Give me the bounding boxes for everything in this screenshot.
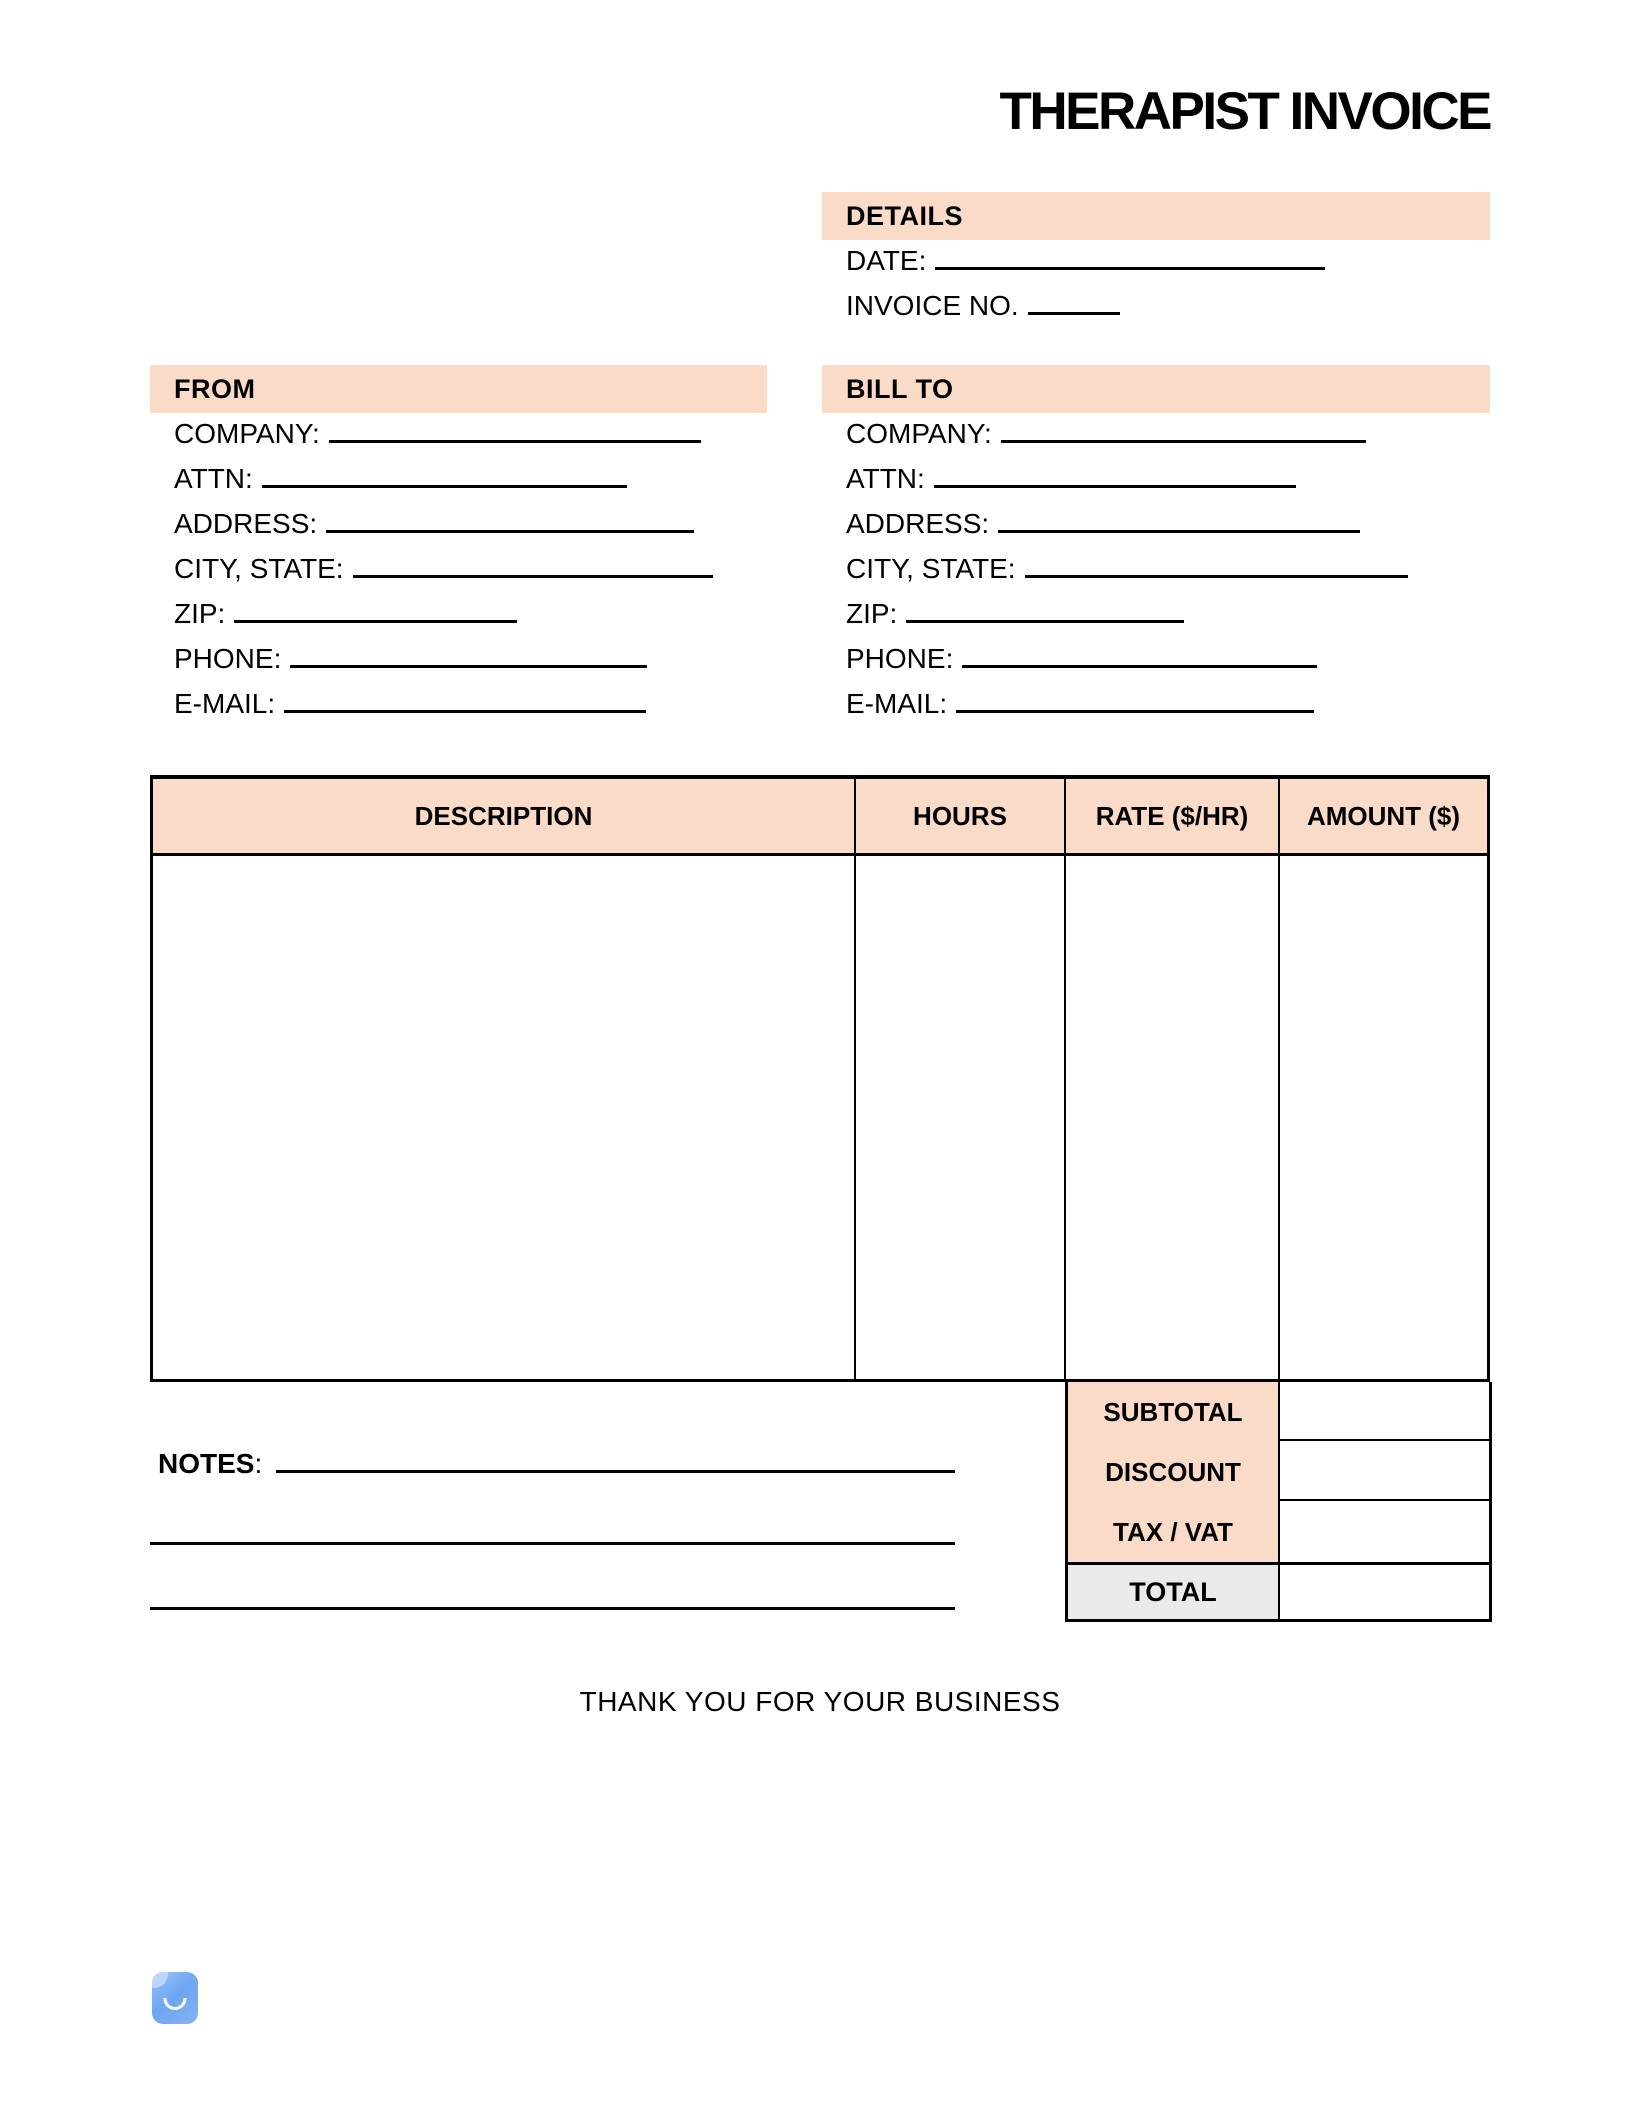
bill-to-zip-input-line[interactable]	[906, 593, 1184, 623]
bill-to-city-state-label: CITY, STATE:	[846, 553, 1016, 584]
from-email-input-line[interactable]	[284, 683, 646, 713]
notes-colon: :	[254, 1448, 263, 1479]
from-header: FROM	[150, 365, 767, 413]
total-value-cell[interactable]	[1280, 1562, 1489, 1619]
bill-to-phone-label: PHONE:	[846, 643, 954, 674]
from-attn-field	[150, 458, 767, 503]
from-phone-label: PHONE:	[174, 643, 282, 674]
bill-to-address-field	[822, 503, 1490, 548]
bill-to-city-state-input-line[interactable]	[1025, 548, 1408, 578]
from-phone-field	[150, 638, 767, 683]
date-input-line[interactable]	[935, 240, 1325, 270]
from-city-state-label: CITY, STATE:	[174, 553, 344, 584]
bill-to-attn-field	[822, 458, 1490, 503]
invoice-no-label: INVOICE NO.	[846, 290, 1019, 321]
col-header-amount: AMOUNT ($)	[1280, 779, 1487, 856]
notes-input-line-2[interactable]	[150, 1542, 955, 1545]
bill-to-address-label: ADDRESS:	[846, 508, 990, 539]
bill-to-section	[822, 365, 1490, 728]
from-address-field	[150, 503, 767, 548]
subtotal-label: SUBTOTAL	[1103, 1396, 1243, 1427]
from-address-input-line[interactable]	[326, 503, 694, 533]
notes-field	[150, 1443, 955, 1480]
bill-to-zip-label: ZIP:	[846, 598, 898, 629]
summary-table	[1065, 1382, 1492, 1622]
bill-to-email-input-line[interactable]	[956, 683, 1314, 713]
col-header-rate: RATE ($/HR)	[1066, 779, 1280, 856]
bill-to-company-input-line[interactable]	[1001, 413, 1366, 443]
bill-to-company-label: COMPANY:	[846, 418, 992, 449]
total-label: TOTAL	[1068, 1562, 1280, 1619]
tax-vat-label: TAX / VAT	[1113, 1516, 1233, 1547]
from-address-label: ADDRESS:	[174, 508, 318, 539]
notes-label: NOTES	[158, 1448, 255, 1479]
from-company-input-line[interactable]	[329, 413, 701, 443]
tax-vat-value-cell[interactable]	[1280, 1501, 1489, 1562]
notes-input-line-3[interactable]	[150, 1607, 955, 1610]
from-zip-input-line[interactable]	[234, 593, 517, 623]
bill-to-phone-field	[822, 638, 1490, 683]
rate-cell[interactable]	[1066, 856, 1280, 1379]
from-city-state-field	[150, 548, 767, 593]
bill-to-attn-input-line[interactable]	[934, 458, 1296, 488]
hours-cell[interactable]	[856, 856, 1066, 1379]
items-table	[150, 775, 1490, 1382]
bill-to-attn-label: ATTN:	[846, 463, 925, 494]
notes-input-line-1[interactable]	[276, 1443, 955, 1473]
thank-you-message: THANK YOU FOR YOUR BUSINESS	[579, 1686, 1061, 1717]
invoice-no-input-line[interactable]	[1028, 285, 1120, 315]
from-email-field	[150, 683, 767, 728]
col-header-hours: HOURS	[856, 779, 1066, 856]
bill-to-address-input-line[interactable]	[998, 503, 1360, 533]
amount-cell[interactable]	[1280, 856, 1487, 1379]
from-attn-label: ATTN:	[174, 463, 253, 494]
date-label: DATE:	[846, 245, 927, 276]
page-title: THERAPIST INVOICE	[999, 82, 1490, 141]
from-company-field	[150, 413, 767, 458]
from-zip-label: ZIP:	[174, 598, 226, 629]
smiling-document-logo	[152, 1972, 198, 2024]
from-company-label: COMPANY:	[174, 418, 320, 449]
date-field	[822, 240, 1490, 285]
col-header-description: DESCRIPTION	[153, 779, 856, 856]
details-section	[822, 192, 1490, 330]
bill-to-phone-input-line[interactable]	[962, 638, 1317, 668]
bill-to-header: BILL TO	[822, 365, 1490, 413]
from-email-label: E-MAIL:	[174, 688, 276, 719]
details-header: DETAILS	[822, 192, 1490, 240]
from-phone-input-line[interactable]	[290, 638, 647, 668]
from-section	[150, 365, 767, 728]
description-cell[interactable]	[153, 856, 856, 1379]
smile-icon	[164, 1998, 187, 2010]
bill-to-email-label: E-MAIL:	[846, 688, 948, 719]
summary-label-block	[1068, 1382, 1280, 1562]
from-zip-field	[150, 593, 767, 638]
invoice-no-field	[822, 285, 1490, 330]
bill-to-city-state-field	[822, 548, 1490, 593]
from-attn-input-line[interactable]	[262, 458, 627, 488]
bill-to-zip-field	[822, 593, 1490, 638]
discount-label: DISCOUNT	[1105, 1456, 1241, 1487]
bill-to-company-field	[822, 413, 1490, 458]
subtotal-value-cell[interactable]	[1280, 1382, 1489, 1441]
bill-to-email-field	[822, 683, 1490, 728]
from-city-state-input-line[interactable]	[353, 548, 713, 578]
discount-value-cell[interactable]	[1280, 1441, 1489, 1501]
